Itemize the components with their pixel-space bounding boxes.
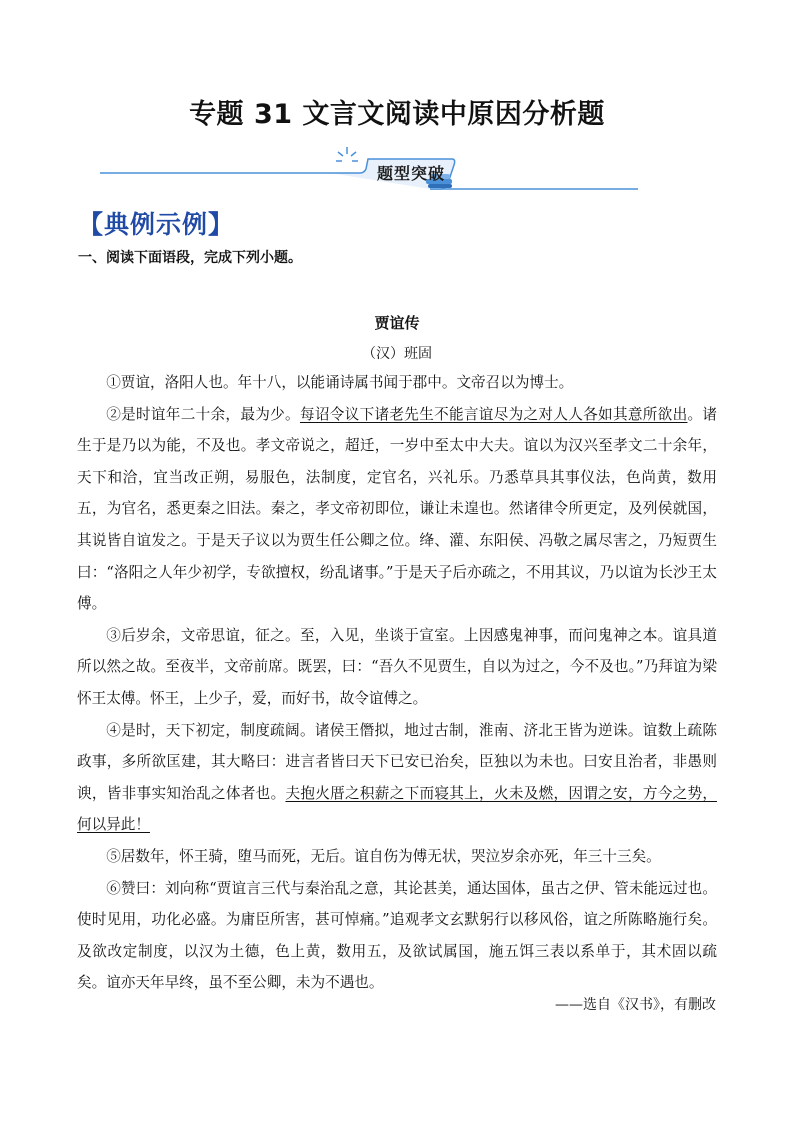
paragraph-2: ②是时谊年二十余，最为少。每诏令议下诸老先生不能言谊尽为之对人人各如其意所欲出。诸生于是乃以为能，不及也。孝文帝说之，超迁，一岁中至太中大夫。谊以为汉兴至孝文二十余年，天下和洽，宜当改正朔，易服色，法制度，定官名，兴礼乐。乃悉草具其事仪法，色尚黄，数用五，为官名，悉更秦之旧法。秦之，孝文帝初即位，谦让未遑也。然诸律令所更定，及列侯就国，其说皆自谊发之。于是天子议以为贾生任公卿之位。绛、灌、东阳侯、冯敬之属尽害之，乃短贾生曰：“洛阳之人年少初学，专欲擅权，纷乱诸事。”于是天子后亦疏之，不用其议，乃以谊为长沙王太傅。: [77, 405, 717, 613]
article-author: （汉）班固: [362, 346, 432, 362]
page-title: 专题 31 文言文阅读中原因分析题: [189, 99, 605, 130]
banner-decoration: [100, 145, 640, 195]
source-citation: ——选自《汉书》，有删改: [555, 997, 716, 1013]
underlined-sentence: 夫抱火厝之积薪之下而寝其上，火未及燃，因谓之安，方今之势，何以异此！: [77, 784, 717, 834]
paragraph-6: ⑥赞曰：刘向称“贾谊言三代与秦治乱之意，其论甚美，通达国体，虽古之伊、管未能远过也。使时见用，功化必盛。为庸臣所害，甚可悼痛。”追观孝文玄默躬行以移风俗，谊之所陈略施行矣。及欲改定制度，以汉为土德，色上黄，数用五，及欲试属国，施五饵三表以系单于，其术固以疏矣。谊亦天年早终，虽不至公卿，未为不遇也。: [77, 879, 717, 992]
paragraph-3: ③后岁余，文帝思谊，征之。至，入见，坐谈于宣室。上因感鬼神事，而问鬼神之本。谊具道所以然之故。至夜半，文帝前席。既罢，曰：“吾久不见贾生，自以为过之，今不及也。”乃拜谊为梁怀王太傅。怀王，上少子，爱，而好书，故令谊傅之。: [77, 626, 717, 707]
article-title: 贾谊传: [374, 314, 420, 332]
section-banner: [100, 145, 640, 195]
banner-label: 题型突破: [376, 164, 445, 183]
article-body: [77, 367, 717, 999]
paragraph-4: ④是时，天下初定，制度疏阔。诸侯王僭拟，地过古制，淮南、济北王皆为逆诛。谊数上疏陈政事，多所欲匡建，其大略曰：进言者皆曰天下已安已治矣，臣独以为未也。曰安且治者，非愚则谀，皆非事实知治乱之体者也。夫抱火厝之积薪之下而寝其上，火未及燃，因谓之安，方今之势，何以异此！: [77, 721, 717, 834]
section-heading: 【典例示例】: [78, 210, 235, 239]
question-prompt: 一、阅读下面语段，完成下列小题。: [78, 250, 302, 266]
underlined-sentence: 每诏令议下诸老先生不能言谊尽为之对人人各如其意所欲出: [299, 405, 688, 423]
sparkle-icon: [336, 147, 358, 161]
paragraph-5: ⑤居数年，怀王骑，堕马而死，无后。谊自伤为傅无状，哭泣岁余亦死，年三十三矣。: [106, 847, 661, 865]
paragraph-1: ①贾谊，洛阳人也。年十八，以能诵诗属书闻于郡中。文帝召以为博士。: [106, 374, 574, 391]
